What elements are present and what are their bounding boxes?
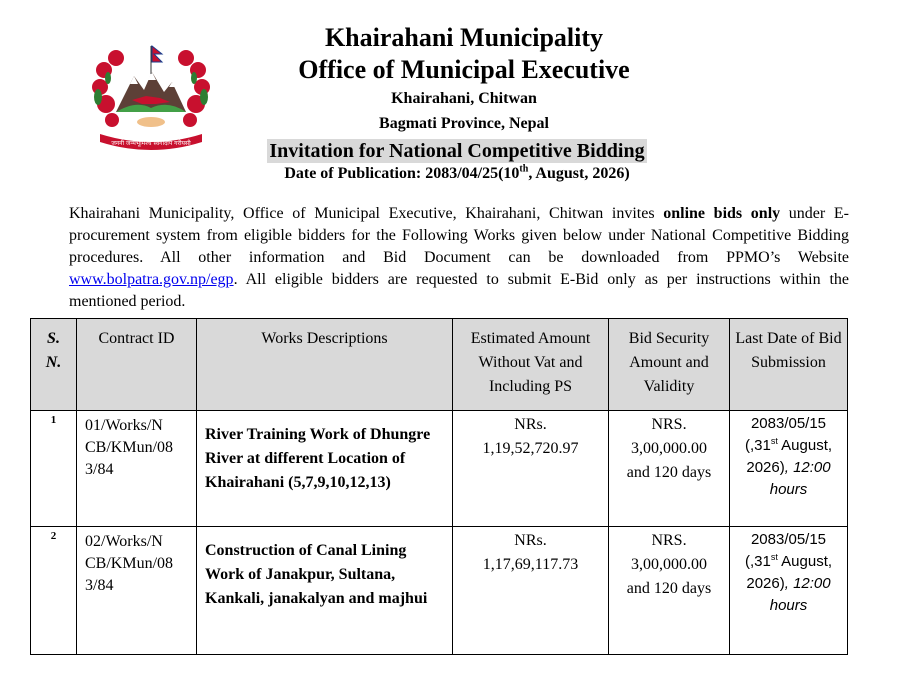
row-amount: NRs. 1,17,69,117.73 <box>453 527 609 655</box>
table-row <box>31 411 848 527</box>
header-security: Bid Security Amount and Validity <box>609 319 730 411</box>
bids-table <box>30 318 848 655</box>
province-line: Bagmati Province, Nepal <box>379 115 549 132</box>
row-security: NRS. 3,00,000.00 and 120 days <box>609 527 730 655</box>
notice-title: Invitation for National Competitive Bidding <box>269 140 645 162</box>
address-line: Khairahani, Chitwan <box>391 90 537 107</box>
row-security: NRS. 3,00,000.00 and 120 days <box>609 411 730 527</box>
header-last-date: Last Date of Bid Submission <box>730 319 848 411</box>
row-contract-id: 01/Works/N CB/KMun/08 3/84 <box>77 411 197 527</box>
header-contract-id: Contract ID <box>77 319 197 411</box>
table-header-row <box>31 319 848 411</box>
row-last-date: 2083/05/15 (,31st August, 2026), 12:00 hours <box>730 527 848 655</box>
header-amount: Estimated Amount Without Vat and Including PS <box>453 319 609 411</box>
intro-bold: online bids only <box>663 205 781 222</box>
row-amount: NRs. 1,19,52,720.97 <box>453 411 609 527</box>
publication-date: Date of Publication: 2083/04/25(10th, August, 2026) <box>284 163 630 182</box>
row-works: Construction of Canal Lining Work of Janakpur, Sultana, Kankali, janakalyan and majhui <box>197 527 453 655</box>
intro-paragraph: Khairahani Municipality, Office of Municipal Executive, Khairahani, Chitwan invites online bids only under E-procurement system from eligible bidders for the Following Works given below under National Competitive Bidding procedures. All other information and Bid Document can be downloaded from PPMO’s Website www.bolpatra.gov.np/egp. All eligible bidders are requested to submit E-Bid only as per instructions within the mentioned period. <box>69 205 849 310</box>
row-last-date: 2083/05/15 (,31st August, 2026), 12:00 hours <box>730 411 848 527</box>
table-row <box>31 527 848 655</box>
emblem-caption: जननी जन्मभूमिश्च स्वर्गादपि गरीयसी <box>111 140 191 147</box>
header-sn: S. N. <box>31 319 77 411</box>
municipality-name: Khairahani Municipality <box>324 23 604 52</box>
bolpatra-link[interactable]: www.bolpatra.gov.np/egp <box>69 271 234 288</box>
office-name: Office of Municipal Executive <box>298 55 630 84</box>
row-sn: 1 <box>31 411 77 527</box>
row-contract-id: 02/Works/N CB/KMun/08 3/84 <box>77 527 197 655</box>
header-works: Works Descriptions <box>197 319 453 411</box>
row-works: River Training Work of Dhungre River at different Location of Khairahani (5,7,9,10,12,13) <box>197 411 453 527</box>
document-header <box>0 22 908 185</box>
row-sn: 2 <box>31 527 77 655</box>
